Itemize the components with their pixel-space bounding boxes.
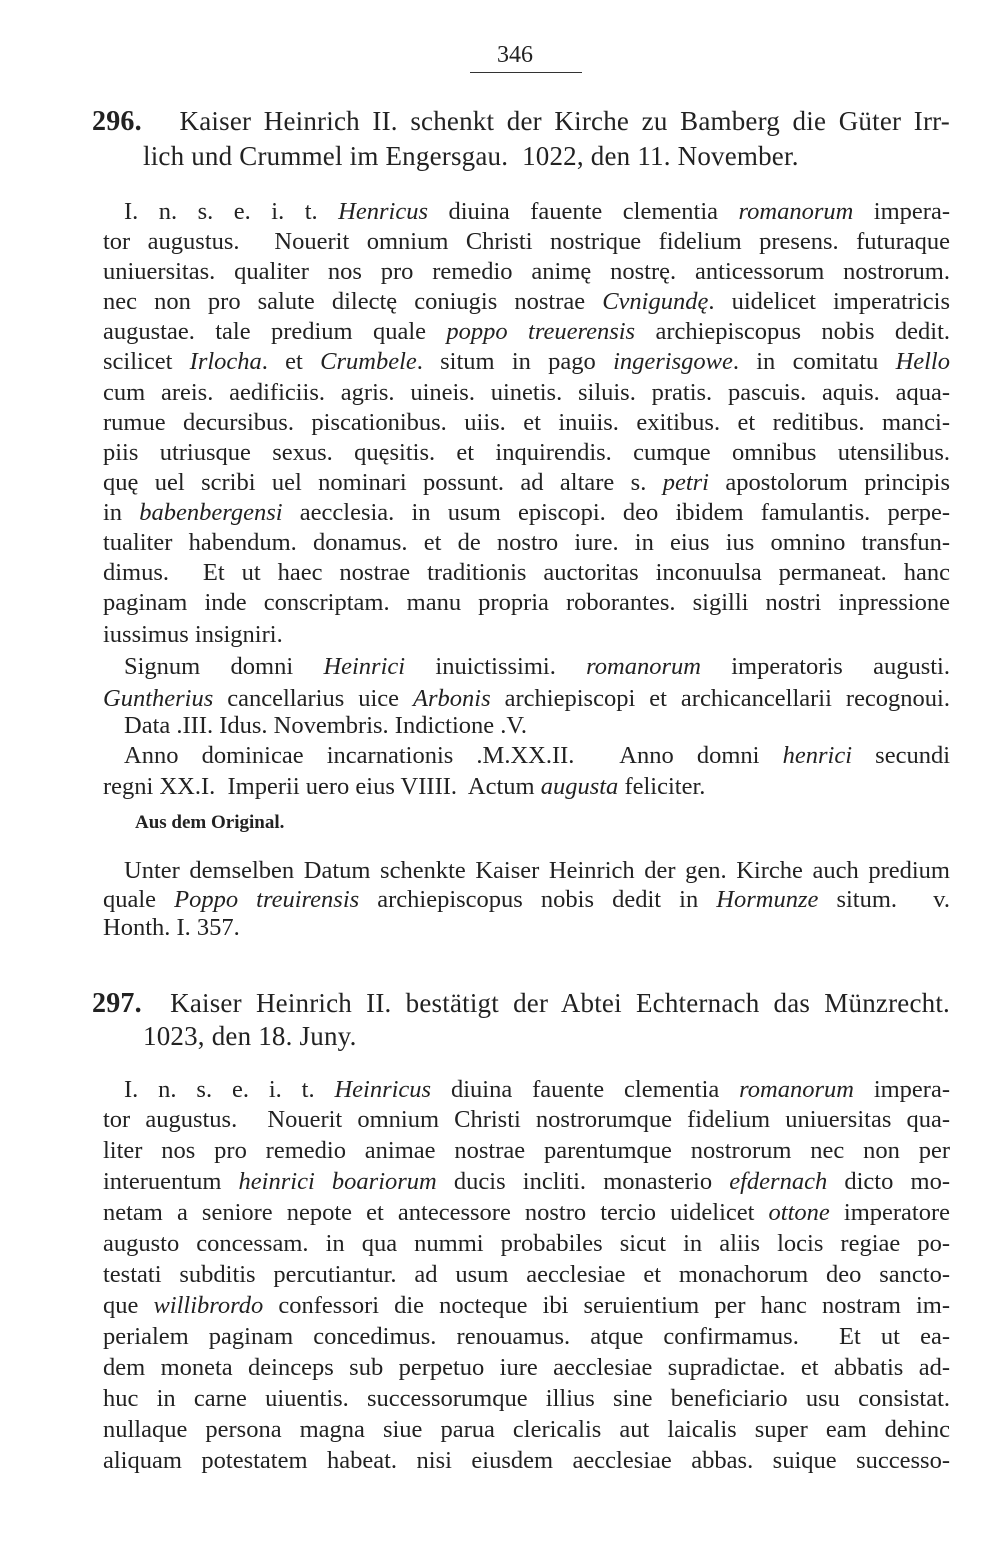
text-segment: cancellarius uice bbox=[213, 685, 414, 712]
text-segment: diuina fauente clementia bbox=[427, 198, 739, 225]
text-segment: Honth. I. 357. bbox=[103, 914, 240, 941]
italic-text: ottone bbox=[768, 1199, 830, 1226]
italic-text: Irlocha bbox=[189, 348, 262, 375]
italic-text: augusta bbox=[540, 773, 619, 800]
text-line bbox=[103, 1105, 950, 1135]
text-line bbox=[103, 1415, 950, 1445]
text-line bbox=[103, 1260, 950, 1290]
text-segment: imperatoris augusti. bbox=[700, 653, 950, 680]
text-line bbox=[103, 558, 950, 588]
italic-text: Guntherius bbox=[103, 685, 214, 712]
italic-text: Arbonis bbox=[413, 685, 491, 712]
italic-text: Crumbele bbox=[320, 348, 417, 375]
text-segment: ducis incliti. monasterio bbox=[436, 1168, 730, 1195]
text-segment: que bbox=[103, 1292, 154, 1319]
text-line bbox=[103, 684, 950, 714]
text-segment: tor augustus. Nouerit omnium Christi nostrique fidelium presens. futuraque bbox=[103, 228, 950, 255]
italic-text: ingerisgowe bbox=[613, 348, 733, 375]
text-line bbox=[103, 588, 950, 618]
text-segment: nec non pro salute dilectę coniugis nostrae bbox=[103, 288, 603, 315]
italic-text: romanorum bbox=[739, 1076, 854, 1103]
text-segment: Kaiser Heinrich II. bestätigt der Abtei Echternach das Münzrecht. bbox=[141, 988, 950, 1018]
text-line bbox=[103, 1446, 950, 1476]
text-segment: testati subditis percutiantur. ad usum aecclesiae et monachorum deo sancto- bbox=[103, 1261, 950, 1288]
text-segment: aecclesia. in usum episcopi. deo ibidem famulantis. perpe- bbox=[282, 499, 951, 526]
charter-number: 296. bbox=[92, 106, 142, 137]
text-segment: Kaiser Heinrich II. schenkt der Kirche zu Bamberg die Güter Irr- bbox=[141, 106, 950, 136]
header-rule bbox=[470, 72, 582, 73]
italic-text: Poppo treuirensis bbox=[174, 886, 360, 913]
text-segment: archiepiscopus nobis dedit in bbox=[359, 886, 717, 913]
text-segment: nullaque persona magna siue parua clericalis aut laicalis super eam dehinc bbox=[103, 1416, 950, 1443]
text-segment: . uidelicet imperatricis bbox=[708, 288, 951, 315]
text-segment: Aus dem Original. bbox=[135, 812, 285, 833]
text-segment: diuina fauente clementia bbox=[431, 1076, 740, 1103]
text-segment: apostolorum principis bbox=[709, 469, 950, 496]
text-segment: quę uel scribi uel nominari possunt. ad altare s. bbox=[103, 469, 663, 496]
text-segment: in bbox=[103, 499, 140, 526]
text-line bbox=[103, 620, 950, 650]
text-segment: uniuersitas. qualiter nos pro remedio animę nostrę. anticessorum nostrorum. bbox=[103, 258, 950, 285]
text-line bbox=[103, 1291, 950, 1321]
text-line bbox=[103, 885, 950, 915]
text-line bbox=[103, 913, 950, 943]
text-line bbox=[103, 317, 950, 347]
charter-heading-line bbox=[92, 106, 950, 137]
text-segment: 1023, den 18. Juny. bbox=[143, 1021, 357, 1051]
text-segment: secundi bbox=[852, 742, 950, 769]
text-segment: dem moneta deinceps sub perpetuo iure aecclesiae supradictae. et abbatis ad- bbox=[103, 1354, 950, 1381]
text-segment: Unter demselben Datum schenkte Kaiser Heinrich der gen. Kirche auch predium bbox=[124, 857, 950, 884]
text-segment: . et bbox=[261, 348, 321, 375]
text-segment: impera- bbox=[853, 198, 950, 225]
text-line bbox=[103, 287, 950, 317]
charter-heading-line bbox=[92, 988, 950, 1019]
text-line bbox=[124, 652, 950, 682]
italic-text: Heinricus bbox=[334, 1076, 432, 1103]
text-segment: . in comitatu bbox=[732, 348, 896, 375]
italic-text: petri bbox=[662, 469, 709, 496]
text-segment: scilicet bbox=[103, 348, 190, 375]
italic-text: henrici bbox=[782, 742, 853, 769]
text-segment: iussimus insigniri. bbox=[103, 621, 283, 648]
text-segment: imperatore bbox=[829, 1199, 950, 1226]
text-line bbox=[103, 1167, 950, 1197]
text-line bbox=[103, 257, 950, 287]
text-segment: rumue decursibus. piscationibus. uiis. et inuiis. exitibus. et reditibus. manci- bbox=[103, 409, 950, 436]
text-segment: regni XX.I. Imperii uero eius VIIII. Actum bbox=[103, 773, 541, 800]
text-line bbox=[103, 498, 950, 528]
italic-text: Heinrici bbox=[323, 653, 406, 680]
text-line bbox=[124, 197, 950, 227]
italic-text: efdernach bbox=[729, 1168, 828, 1195]
text-segment: feliciter. bbox=[618, 773, 706, 800]
text-segment: quale bbox=[103, 886, 175, 913]
text-segment: Data .III. Idus. Novembris. Indictione .V. bbox=[124, 712, 528, 739]
text-segment: archiepiscopus nobis dedit. bbox=[635, 318, 951, 345]
text-segment: confessori die nocteque ibi seruientium per hanc nostram im- bbox=[263, 1292, 950, 1319]
text-line bbox=[103, 1136, 950, 1166]
text-segment: cum areis. aedificiis. agris. uineis. uinetis. siluis. pratis. pascuis. aquis. aqua- bbox=[103, 379, 950, 406]
text-segment: liter nos pro remedio animae nostrae parentumque nostrorum nec non per bbox=[103, 1137, 950, 1164]
text-segment: inuictissimi. bbox=[405, 653, 587, 680]
italic-text: heinrici boariorum bbox=[238, 1168, 437, 1195]
text-segment: Anno dominicae incarnationis .M.XX.II. Anno domni bbox=[124, 742, 783, 769]
text-line bbox=[103, 1229, 950, 1259]
italic-text: Hello bbox=[895, 348, 950, 375]
charter-heading-line bbox=[143, 141, 950, 171]
text-segment: . situm in pago bbox=[416, 348, 614, 375]
text-segment: dimus. Et ut haec nostrae traditionis auctoritas inconuulsa permaneat. hanc bbox=[103, 559, 950, 586]
text-line bbox=[103, 1384, 950, 1414]
text-segment: lich und Crummel im Engersgau. 1022, den 11. November. bbox=[143, 141, 799, 171]
text-segment: dicto mo- bbox=[827, 1168, 950, 1195]
text-segment: impera- bbox=[853, 1076, 950, 1103]
text-line bbox=[135, 808, 982, 838]
text-segment: archiepiscopi et archicancellarii recognoui. bbox=[490, 685, 950, 712]
italic-text: Henricus bbox=[338, 198, 428, 225]
italic-text: willibrordo bbox=[153, 1292, 264, 1319]
italic-text: poppo treuerensis bbox=[446, 318, 636, 345]
text-segment: augusto concessam. in qua nummi probabiles sicut in aliis locis regiae po- bbox=[103, 1230, 950, 1257]
text-segment: interuentum bbox=[103, 1168, 239, 1195]
text-segment: huc in carne uiuentis. successorumque illius sine beneficiario usu consistat. bbox=[103, 1385, 950, 1412]
text-line bbox=[124, 711, 950, 741]
text-segment: tor augustus. Nouerit omnium Christi nostrorumque fidelium uniuersitas qua- bbox=[103, 1106, 950, 1133]
text-line bbox=[124, 856, 950, 886]
italic-text: romanorum bbox=[738, 198, 854, 225]
text-segment: netam a seniore nepote et antecessore nostro tercio uidelicet bbox=[103, 1199, 769, 1226]
text-line bbox=[103, 1198, 950, 1228]
text-line bbox=[103, 408, 950, 438]
text-line bbox=[103, 528, 950, 558]
italic-text: Hormunze bbox=[716, 886, 819, 913]
text-segment: augustae. tale predium quale bbox=[103, 318, 447, 345]
text-segment: situm. v. bbox=[818, 886, 950, 913]
text-segment: paginam inde conscriptam. manu propria roborantes. sigilli nostri inpressione bbox=[103, 589, 950, 616]
page-number: 346 bbox=[497, 42, 533, 68]
text-segment: I. n. s. e. i. t. bbox=[124, 1076, 335, 1103]
text-segment: I. n. s. e. i. t. bbox=[124, 198, 339, 225]
text-segment: tualiter habendum. donamus. et de nostro iure. in eius ius omnino transfun- bbox=[103, 529, 950, 556]
text-line bbox=[103, 772, 950, 802]
text-line bbox=[103, 1322, 950, 1352]
text-line bbox=[103, 347, 950, 377]
text-line bbox=[124, 1075, 950, 1105]
italic-text: Cvnigundę bbox=[602, 288, 709, 315]
text-line bbox=[103, 1353, 950, 1383]
text-segment: perialem paginam concedimus. renouamus. atque confirmamus. Et ut ea- bbox=[103, 1323, 950, 1350]
text-line bbox=[103, 227, 950, 257]
text-segment: piis utriusque sexus. quęsitis. et inquirendis. cumque omnibus utensilibus. bbox=[103, 439, 950, 466]
charter-number: 297. bbox=[92, 988, 142, 1019]
text-line bbox=[103, 378, 950, 408]
text-line bbox=[124, 741, 950, 771]
italic-text: romanorum bbox=[586, 653, 701, 680]
text-segment: aliquam potestatem habeat. nisi eiusdem aecclesiae abbas. suique successo- bbox=[103, 1447, 950, 1474]
text-line bbox=[103, 438, 950, 468]
text-line bbox=[103, 468, 950, 498]
text-segment: Signum domni bbox=[124, 653, 324, 680]
italic-text: babenbergensi bbox=[139, 499, 283, 526]
charter-heading-line bbox=[143, 1021, 950, 1051]
